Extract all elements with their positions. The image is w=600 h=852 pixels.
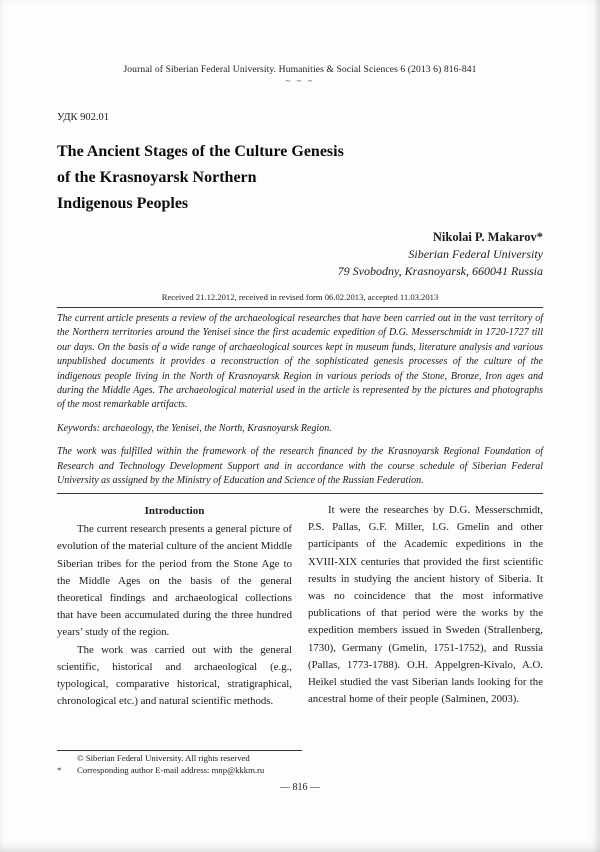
author-name: Nikolai P. Makarov* [432,230,543,244]
page-content [57,0,543,710]
received-dates-line: Received 21.12.2012, received in revised form 06.02.2013, accepted 11.03.2013 [161,292,439,302]
left-column [57,501,292,710]
corresponding-author-line [57,765,319,777]
corresponding-author-text: Corresponding author E-mail address: mnp@kkkm.ru [77,764,265,775]
asterisk-marker: * [57,764,62,775]
page-number: — 816 — [280,782,320,793]
left-column-paragraph-1: The current research presents a general picture of evolution of the material culture of the ancient Middle Siberian tribes for the period from the Stone Age to the Middle Ages on the basis of the general theoretical findings and archaeological collections that have been accumulated during the three hundred years’ study of the region. [57,523,292,639]
funding-paragraph: The work was fulfilled within the framework of the research financed by the Krasnoyarsk Regional Foundation of Research and Technology Development Support and in accordance with the course schedule of Siberian Federal University as assigned by the Ministry of Education and Science of the Russian Federation. [57,446,543,487]
tilde-separator: ~ ~ ~ [285,76,315,86]
journal-header-line: Journal of Siberian Federal University. Humanities & Social Sciences 6 (2013 6) 816-841 [123,64,477,75]
right-column-paragraph-1: It were the researches by D.G. Messerschmidt, P.S. Pallas, G.F. Miller, I.G. Gmelin and other participants of the Academic expeditions in the XVIII-XIX centuries that provided the first scientific results in studying the ancient history of Siberia. It was no coincidence that the most informative publications of that period were the works by the expedition members issued in Sweden (Strallenberg, 1730), Germany (Gmelin, 1751-1752), and Russia (Pallas, 1773-1788). O.H. Appelgren-Kivalo, A.O. Heikel studied the vast Siberian lands looking for the ancestral home of their people (Salminen, 2003). [308,503,543,706]
copyright-line: © Siberian Federal University. All rights reserved [77,753,250,763]
author-affiliation: Siberian Federal University [408,247,543,261]
introduction-heading: Introduction [144,505,205,518]
article-title-line-1: The Ancient Stages of the Culture Genesis [57,143,344,160]
article-title-line-3: Indigenous Peoples [57,195,189,212]
author-block [57,229,543,280]
keywords-line: Keywords: archaeology, the Yenisei, the North, Krasnoyarsk Region. [57,422,332,434]
article-title-line-2: of the Krasnoyarsk Northern [57,169,257,186]
scan-edge-right [593,0,600,852]
article-title [57,139,543,217]
left-column-paragraph-2: The work was carried out with the general scientific, historical and archaeological (e.g., typological, comparative historical, stratigraphical, chronological etc.) and natural scientific methods. [57,643,292,708]
author-address: 79 Svobodny, Krasnoyarsk, 660041 Russia [337,264,543,278]
footnote-rule [57,750,302,751]
udk-code: УДК 902.01 [57,112,110,123]
abstract-paragraph: The current article presents a review of the archaeological researches that have been carried out in the vast territory of the Northern territories around the Yenisei since the first academic expedition of D.G. Messerschmidt in 1720-1727 till our days. On the basis of a wide range of archaeological sources kept in museum funds, literature analysis and various unpublished documents it provides a reconstruction of the sophisticated genesis processes of the culture of the indigenous people living in the North of Krasnoyarsk Region in various periods of the Stone, Bronze, Iron ages and during the Middle Ages. The archaeological material used in the article is represented by the pictures and photographs of the most remarkable artifacts. [57,313,543,411]
scan-edge-bottom [0,846,600,852]
abstract-top-rule [57,307,543,308]
right-column [308,501,543,710]
footnote-block [57,750,319,776]
abstract-bottom-rule [57,493,543,494]
two-column-body [57,501,543,710]
